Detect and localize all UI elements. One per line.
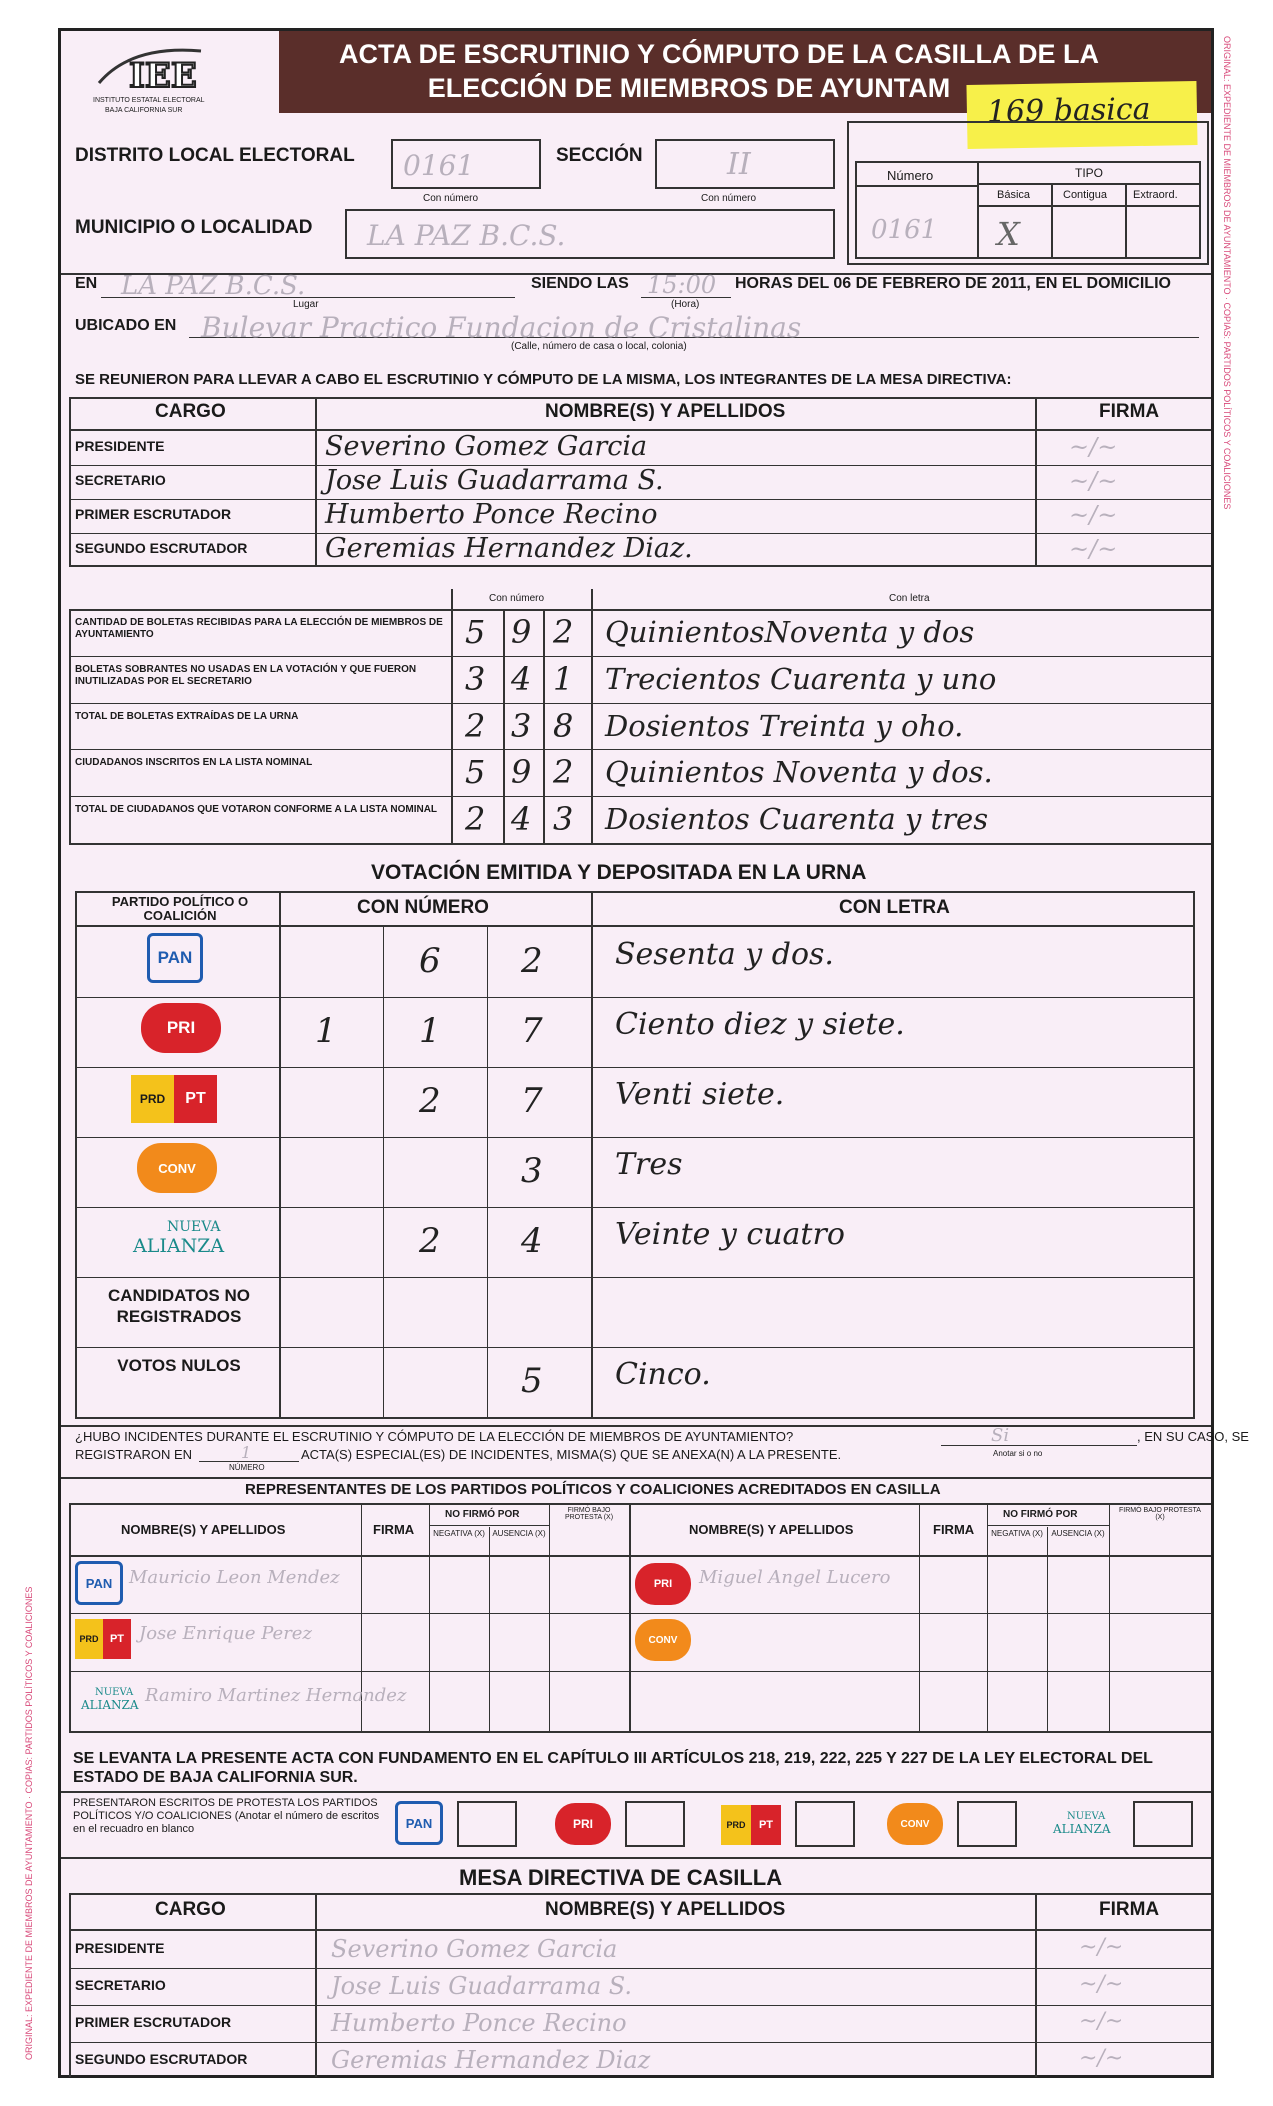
rep-right-nombre-header: NOMBRE(S) Y APELLIDOS — [689, 1522, 854, 1537]
vot-d3: 7 — [521, 1011, 543, 1051]
siendo-label: SIENDO LAS — [531, 275, 629, 292]
incidentes-line-2a: REGISTRARON EN — [75, 1447, 193, 1462]
escritos-nueva-alianza-logo: NUEVA ALIANZA — [1053, 1811, 1111, 1836]
side-note-right: ORIGINAL: EXPEDIENTE DE MIEMBROS DE AYUNTAMIENTO · COPIAS: PARTIDOS POLÍTICOS Y COALICIONES — [1222, 36, 1232, 510]
reunion-text: SE REUNIERON PARA LLEVAR A CABO EL ESCRUTINIO Y CÓMPUTO DE LA MISMA, LOS INTEGRANTES DE LA MESA DIRECTIVA: — [75, 371, 1012, 388]
rep-left-no-firmo: NO FIRMÓ POR — [445, 1509, 520, 1520]
mesa-bottom-cargo: SECRETARIO — [75, 1977, 166, 1993]
vot-d2: 1 — [419, 1011, 441, 1051]
date-text: HORAS DEL 06 DE FEBRERO DE 2011, EN EL DOMICILIO — [735, 275, 1171, 292]
basica-mark: X — [997, 215, 1020, 253]
boletas-label: CANTIDAD DE BOLETAS RECIBIDAS PARA LA ELECCIÓN DE MIEMBROS DE AYUNTAMIENTO — [75, 617, 443, 640]
incidentes-answer: Si — [991, 1425, 1010, 1446]
mesa-bottom-firma-header: FIRMA — [1099, 1899, 1160, 1920]
votacion-letra-header: CON LETRA — [839, 897, 950, 918]
boletas-d2: 4 — [511, 659, 532, 698]
vot-d3: 2 — [521, 941, 543, 981]
votacion-partido-header: PARTIDO POLÍTICO O COALICIÓN — [111, 894, 249, 923]
escritos-convergencia-logo: CONV — [887, 1803, 943, 1845]
mesa-bottom-row-line — [69, 2005, 1211, 2006]
escritos-prd-pt-box[interactable] — [795, 1801, 855, 1847]
mesa-top-firma: ~/~ — [1069, 433, 1118, 461]
vot-row-line — [75, 1277, 1195, 1278]
institute-name: INSTITUTO ESTATAL ELECTORAL — [93, 97, 205, 104]
vot-party-label: VOTOS NULOS — [117, 1356, 241, 1375]
boletas-label: TOTAL DE CIUDADANOS QUE VOTARON CONFORME A LA LISTA NOMINAL — [75, 804, 438, 816]
vot-letra: Cinco. — [615, 1357, 711, 1392]
ubicado-caption: (Calle, número de casa o local, colonia) — [511, 341, 687, 352]
boletas-d1: 2 — [465, 800, 486, 839]
rep-right-name-1: Miguel Angel Lucero — [699, 1567, 891, 1588]
mesa-bottom-title: MESA DIRECTIVA DE CASILLA — [459, 1865, 783, 1890]
escritos-nueva-alianza-box[interactable] — [1133, 1801, 1193, 1847]
boletas-d2: 9 — [511, 613, 532, 651]
vot-letra: Veinte y cuatro — [615, 1217, 845, 1252]
distrito-label: DISTRITO LOCAL ELECTORAL — [75, 145, 355, 166]
municipio-box — [345, 209, 835, 259]
tipo-label: TIPO — [1075, 166, 1104, 180]
rep-nueva-alianza-logo: NUEVA ALIANZA — [81, 1687, 139, 1712]
representantes-table — [69, 1503, 1211, 1743]
boletas-label: BOLETAS SOBRANTES NO USADAS EN LA VOTACIÓN Y QUE FUERON INUTILIZADAS POR EL SECRETARIO — [75, 663, 417, 687]
en-value: LA PAZ B.C.S. — [121, 271, 306, 301]
vot-row-line — [75, 997, 1195, 998]
mesa-top-firma: ~/~ — [1069, 501, 1118, 529]
boletas-d1: 2 — [465, 706, 486, 745]
hora-caption: (Hora) — [671, 299, 700, 310]
escritos-row — [387, 1797, 1207, 1851]
vot-pan-logo: PAN — [147, 933, 203, 983]
boletas-d3: 2 — [553, 753, 574, 792]
mesa-top-cargo-header: CARGO — [155, 401, 226, 422]
fundamento-text: SE LEVANTA LA PRESENTE ACTA CON FUNDAMENTO EN EL CAPÍTULO III ARTÍCULOS 218, 219, 222, 225 Y 227 DE LA LEY ELECTORAL DEL ESTADO DE BAJA CALIFORNIA SUR. — [73, 1750, 1153, 1786]
mesa-bottom-firma: ~/~ — [1079, 1972, 1124, 1997]
institute-state: BAJA CALIFORNIA SUR — [105, 107, 183, 114]
escritos-pan-box[interactable] — [457, 1801, 517, 1847]
mesa-bottom-cargo: PRIMER ESCRUTADOR — [75, 2014, 232, 2030]
seccion-label: SECCIÓN — [556, 145, 643, 166]
vot-d2: 2 — [419, 1081, 441, 1121]
vot-d3: 3 — [521, 1151, 543, 1191]
rep-left-negativa: NEGATIVA (X) — [433, 1529, 485, 1538]
nueva-text: NUEVA — [167, 1219, 221, 1235]
boletas-d1: 3 — [465, 659, 486, 698]
rep-convergencia-logo: CONV — [635, 1619, 691, 1661]
extraord-label: Extraord. — [1133, 189, 1178, 201]
vot-party-label: CANDIDATOS NO REGISTRADOS — [108, 1286, 250, 1326]
vot-pri-logo: PRI — [141, 1003, 221, 1053]
rep-left-nombre-header: NOMBRE(S) Y APELLIDOS — [121, 1522, 286, 1537]
escritos-pri-box[interactable] — [625, 1801, 685, 1847]
votacion-numero-header: CON NÚMERO — [357, 897, 489, 918]
rep-left-name-1: Mauricio Leon Mendez — [129, 1567, 340, 1588]
distrito-caption: Con número — [423, 193, 479, 204]
ubicado-label: UBICADO EN — [75, 317, 177, 334]
boletas-letra: Dosientos Treinta y oho. — [605, 708, 964, 743]
boletas-table — [69, 593, 1211, 845]
vot-d1: 1 — [315, 1011, 337, 1051]
boletas-row-line — [69, 749, 1211, 750]
side-note-left: ORIGINAL: EXPEDIENTE DE MIEMBROS DE AYUNTAMIENTO · COPIAS: PARTIDOS POLÍTICOS Y COALICIONES — [24, 1586, 34, 2060]
rep-prd-pt-logo: PRD PT — [75, 1619, 131, 1659]
rep-right-ausencia: AUSENCIA (X) — [1051, 1529, 1105, 1538]
boletas-d1: 5 — [465, 613, 486, 651]
boletas-letra: QuinientosNoventa y dos — [605, 615, 975, 649]
mesa-bottom-nombre: Geremias Hernandez Diaz — [331, 2046, 651, 2074]
svg-text:IEE: IEE — [129, 56, 197, 95]
vot-nueva-alianza-logo — [125, 1215, 235, 1265]
hora-value: 15:00 — [647, 271, 717, 299]
vot-d2: 6 — [419, 941, 441, 981]
mesa-top-firma: ~/~ — [1069, 467, 1118, 495]
en-label: EN — [75, 275, 98, 292]
mesa-top-nombre: Geremias Hernandez Diaz. — [325, 533, 693, 564]
escritos-text: PRESENTARON ESCRITOS DE PROTESTA LOS PARTIDOS POLÍTICOS Y/O COALICIONES (Anotar el número de escritos en el recuadro en blanco — [73, 1797, 380, 1835]
vot-letra: Ciento diez y siete. — [615, 1007, 905, 1042]
prd-half: PRD — [131, 1075, 174, 1123]
vot-row-line — [75, 1347, 1195, 1348]
incidentes-anotar-caption: Anotar si o no — [993, 1449, 1043, 1458]
boletas-row-line — [69, 703, 1211, 704]
vot-letra: Tres — [615, 1147, 683, 1182]
boletas-letra: Dosientos Cuarenta y tres — [605, 802, 989, 837]
rep-left-firmo-bajo: FIRMÓ BAJO PROTESTA (X) — [564, 1507, 614, 1521]
seccion-value: II — [727, 147, 751, 182]
boletas-label: TOTAL DE BOLETAS EXTRAÍDAS DE LA URNA — [75, 710, 299, 722]
escritos-pri-logo: PRI — [555, 1803, 611, 1845]
boletas-row-line — [69, 656, 1211, 657]
boletas-d3: 8 — [553, 706, 574, 745]
boletas-d2: 3 — [511, 706, 532, 745]
boletas-letra: Trecientos Cuarenta y uno — [605, 661, 997, 696]
incidentes-line-2b: ACTA(S) ESPECIAL(ES) DE INCIDENTES, MISMA(S) QUE SE ANEXA(N) A LA PRESENTE. — [301, 1447, 842, 1462]
boletas-con-letra: Con letra — [889, 593, 930, 604]
rep-left-name-3: Ramiro Martinez Hernandez — [145, 1685, 407, 1706]
boletas-d2: 9 — [511, 753, 532, 792]
ubicado-value: Bulevar Practico Fundacion de Cristalinas — [201, 311, 802, 344]
rep-right-no-firmo: NO FIRMÓ POR — [1003, 1509, 1078, 1520]
mesa-top-cargo: PRESIDENTE — [75, 438, 165, 454]
boletas-label: CIUDADANOS INSCRITOS EN LA LISTA NOMINAL — [75, 757, 313, 769]
vot-convergencia-logo: CONV — [137, 1143, 217, 1193]
municipio-label: MUNICIPIO O LOCALIDAD — [75, 217, 313, 238]
vot-row-line — [75, 1137, 1195, 1138]
vot-letra: Venti siete. — [615, 1077, 785, 1112]
boletas-row-line — [69, 796, 1211, 797]
basica-label: Básica — [997, 189, 1031, 201]
mesa-top-cargo: SECRETARIO — [75, 472, 166, 488]
iee-logo — [91, 45, 231, 123]
mesa-top-nombre: Humberto Ponce Recino — [325, 499, 658, 530]
mesa-bottom-nombre-header: NOMBRE(S) Y APELLIDOS — [545, 1899, 786, 1920]
seccion-caption: Con número — [701, 193, 757, 204]
seccion-box — [655, 139, 835, 189]
boletas-d3: 3 — [553, 800, 574, 839]
title-line-1: ACTA DE ESCRUTINIO Y CÓMPUTO DE LA CASILLA DE LA — [338, 39, 1100, 69]
mesa-bottom-cargo: SEGUNDO ESCRUTADOR — [75, 2051, 248, 2067]
rep-left-name-2: Jose Enrique Perez — [139, 1623, 312, 1644]
title-line-2: ELECCIÓN DE MIEMBROS DE AYUNTAM — [427, 73, 951, 103]
vot-d2: 2 — [419, 1221, 441, 1261]
rep-right-firma-header: FIRMA — [933, 1522, 975, 1537]
mesa-top-cargo: PRIMER ESCRUTADOR — [75, 506, 232, 522]
mesa-bottom-nombre: Severino Gomez Garcia — [331, 1935, 618, 1963]
mesa-top-cargo: SEGUNDO ESCRUTADOR — [75, 540, 248, 556]
mesa-bottom-nombre: Jose Luis Guadarrama S. — [331, 1972, 633, 2000]
pt-half: PT — [174, 1075, 217, 1123]
rep-pan-logo: PAN — [75, 1561, 123, 1605]
mesa-bottom-firma: ~/~ — [1079, 1935, 1124, 1960]
sticky-note-text: 169 basica — [986, 91, 1151, 130]
rep-right-negativa: NEGATIVA (X) — [991, 1529, 1043, 1538]
vot-row-line — [75, 1067, 1195, 1068]
mesa-bottom-row-line — [69, 1968, 1211, 1969]
incidentes-numero-caption: NÚMERO — [229, 1463, 265, 1472]
boletas-d2: 4 — [511, 800, 532, 839]
numero-value: 0161 — [871, 215, 938, 245]
vot-d3: 7 — [521, 1081, 543, 1121]
contigua-label: Contigua — [1063, 189, 1108, 201]
vot-prd-pt-logo — [131, 1075, 217, 1123]
mesa-bottom-row-line — [69, 2042, 1211, 2043]
mesa-top-nombre-header: NOMBRE(S) Y APELLIDOS — [545, 401, 786, 422]
numero-label: Número — [887, 168, 934, 183]
mesa-top-table — [69, 397, 1211, 567]
vot-letra: Sesenta y dos. — [615, 937, 834, 972]
vot-d3: 4 — [521, 1221, 543, 1261]
escritos-convergencia-box[interactable] — [957, 1801, 1017, 1847]
escritos-prd-pt-logo: PRD PT — [721, 1805, 781, 1845]
municipio-value: LA PAZ B.C.S. — [367, 219, 566, 252]
boletas-con-numero: Con número — [489, 593, 545, 604]
mesa-bottom-cargo-header: CARGO — [155, 1899, 226, 1920]
rep-right-firmo-bajo: FIRMÓ BAJO PROTESTA (X) — [1119, 1507, 1201, 1521]
vot-d3: 5 — [521, 1361, 543, 1401]
boletas-d3: 1 — [553, 659, 574, 698]
incidentes-count: 1 — [241, 1443, 252, 1462]
mesa-top-firma: ~/~ — [1069, 535, 1118, 563]
votacion-table — [75, 891, 1195, 1419]
mesa-top-nombre: Jose Luis Guadarrama S. — [325, 465, 664, 496]
lugar-caption: Lugar — [293, 299, 319, 310]
mesa-bottom-nombre: Humberto Ponce Recino — [331, 2009, 627, 2037]
escritos-pan-logo: PAN — [395, 1801, 443, 1845]
incidentes-line-1: ¿HUBO INCIDENTES DURANTE EL ESCRUTINIO Y CÓMPUTO DE LA ELECCIÓN DE MIEMBROS DE AYUNTAMIENTO? — [75, 1429, 794, 1444]
mesa-top-firma-header: FIRMA — [1099, 401, 1160, 422]
distrito-value: 0161 — [403, 149, 475, 182]
boletas-d1: 5 — [465, 753, 486, 792]
mesa-bottom-firma: ~/~ — [1079, 2009, 1124, 2034]
boletas-d3: 2 — [553, 613, 574, 651]
mesa-bottom-cargo: PRESIDENTE — [75, 1940, 165, 1956]
votacion-title: VOTACIÓN EMITIDA Y DEPOSITADA EN LA URNA — [371, 861, 867, 884]
alianza-text: ALIANZA — [133, 1235, 225, 1257]
boletas-letra: Quinientos Noventa y dos. — [605, 755, 993, 790]
rep-pri-logo: PRI — [635, 1563, 691, 1605]
mesa-bottom-table — [69, 1893, 1211, 2079]
rep-left-ausencia: AUSENCIA (X) — [492, 1529, 546, 1538]
incidentes-line-1-end: , EN SU CASO, SE — [1137, 1429, 1249, 1444]
distrito-box — [391, 139, 541, 189]
numero-tipo-box — [855, 161, 1201, 259]
mesa-top-nombre: Severino Gomez Garcia — [325, 431, 648, 462]
vot-row-line — [75, 1207, 1195, 1208]
rep-left-firma-header: FIRMA — [373, 1522, 415, 1537]
mesa-bottom-firma: ~/~ — [1079, 2046, 1124, 2071]
representantes-title: REPRESENTANTES DE LOS PARTIDOS POLÍTICOS Y COALICIONES ACREDITADOS EN CASILLA — [245, 1481, 941, 1498]
